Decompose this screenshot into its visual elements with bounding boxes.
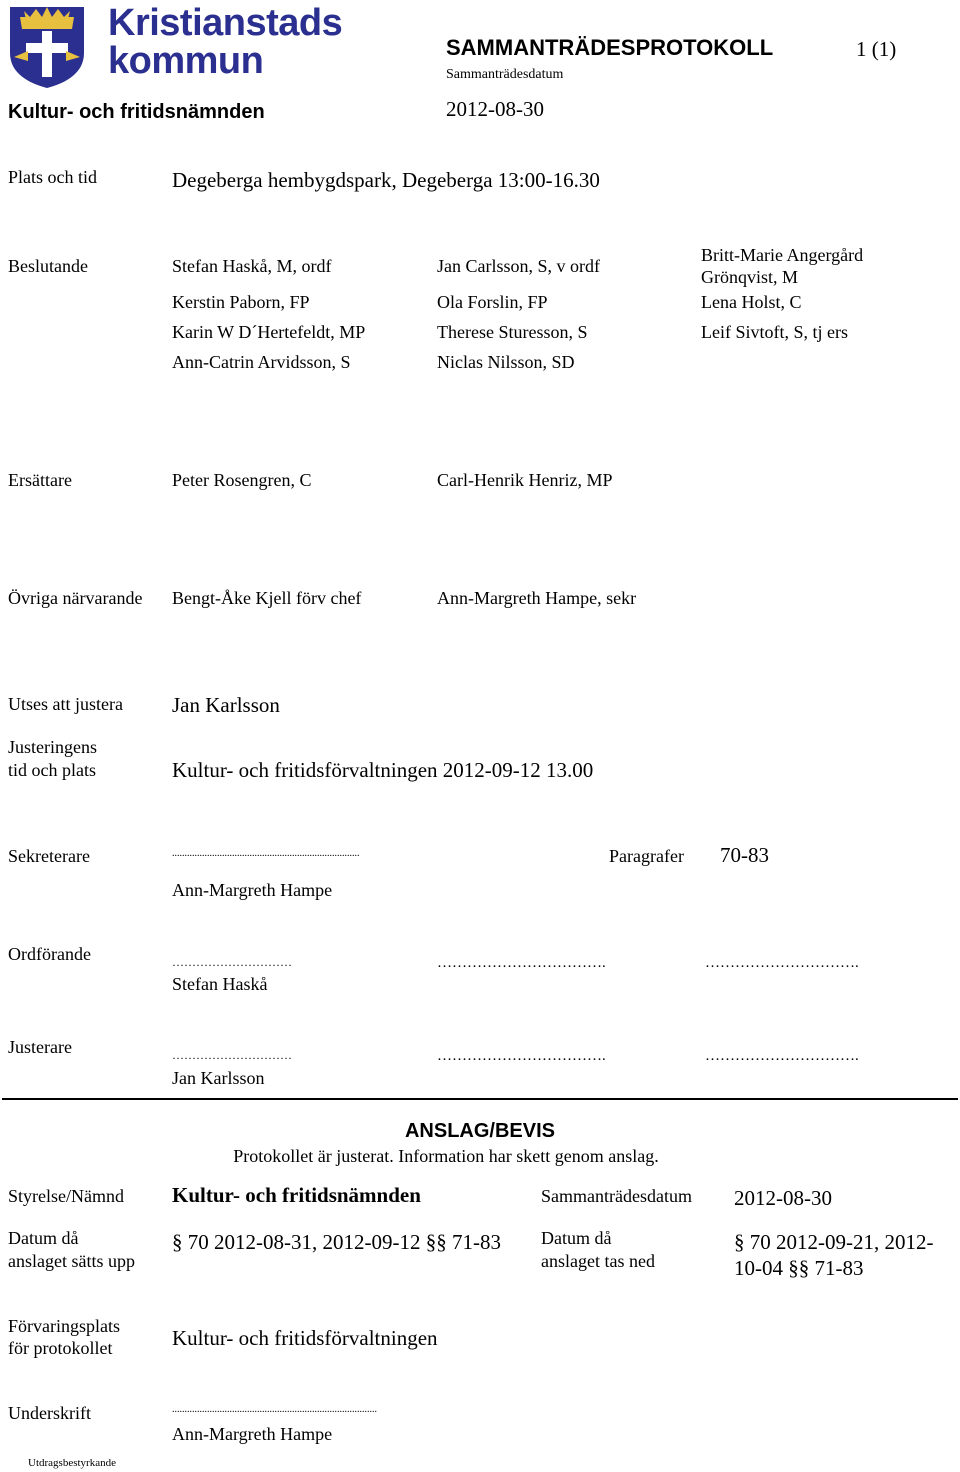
justerare-signature-line-3: …………………………. xyxy=(705,1048,859,1064)
forvaring-label-line1: Förvaringsplats xyxy=(8,1316,120,1336)
paragrafer-value: 70-83 xyxy=(720,843,769,867)
ersattare-member: Peter Rosengren, C xyxy=(172,470,312,490)
underskrift-label: Underskrift xyxy=(8,1403,91,1423)
logo-text-kommun: kommun xyxy=(108,40,264,82)
beslutande-member: Kerstin Paborn, FP xyxy=(172,292,310,312)
justering-label-line1: Justeringens xyxy=(8,737,97,757)
beslutande-member: Britt-Marie Angergård Grönqvist, M xyxy=(701,245,864,287)
underskrift-signature-line: .................................................................................. xyxy=(172,1404,377,1415)
justering-label-line2: tid och plats xyxy=(8,760,96,780)
beslutande-member: Stefan Haskå, M, ordf xyxy=(172,256,332,276)
ordforande-signature-line-3: …………………………. xyxy=(705,955,859,971)
styrelse-value: Kultur- och fritidsnämnden xyxy=(172,1183,421,1207)
plats-label: Plats och tid xyxy=(8,167,97,187)
justerare-signature-line-2: ……………………………. xyxy=(437,1048,606,1064)
ovriga-member: Bengt-Åke Kjell förv chef xyxy=(172,588,362,608)
upp-label-line1: Datum då xyxy=(8,1228,79,1248)
sekreterare-name: Ann-Margreth Hampe xyxy=(172,880,333,900)
justera-label: Utses att justera xyxy=(8,694,123,714)
beslutande-member: Therese Sturesson, S xyxy=(437,322,588,342)
sekreterare-signature-line: ........................................................................... xyxy=(172,848,360,859)
upp-value: § 70 2012-08-31, 2012-09-12 §§ 71-83 xyxy=(172,1230,501,1254)
header-date: 2012-08-30 xyxy=(446,97,544,121)
plats-value: Degeberga hembygdspark, Degeberga 13:00-16.30 xyxy=(172,168,600,192)
justering-value: Kultur- och fritidsförvaltningen 2012-09-12 13.00 xyxy=(172,758,594,782)
beslutande-member: Lena Holst, C xyxy=(701,292,802,312)
kommun-crest-icon xyxy=(6,3,88,89)
anslag-datum-label: Sammanträdesdatum xyxy=(541,1186,692,1206)
forvaring-value: Kultur- och fritidsförvaltningen xyxy=(172,1326,438,1350)
upp-label-line2: anslaget sätts upp xyxy=(8,1251,135,1271)
beslutande-member: Leif Sivtoft, S, tj ers xyxy=(701,322,848,342)
sekreterare-label: Sekreterare xyxy=(8,846,90,866)
beslutande-member: Ola Forslin, FP xyxy=(437,292,548,312)
beslutande-member: Niclas Nilsson, SD xyxy=(437,352,575,372)
ovriga-member: Ann-Margreth Hampe, sekr xyxy=(437,588,637,608)
board-name: Kultur- och fritidsnämnden xyxy=(8,101,265,123)
section-divider xyxy=(2,1098,958,1100)
ovriga-label: Övriga närvarande xyxy=(8,588,143,608)
ned-label-line1: Datum då xyxy=(541,1228,612,1248)
header-date-label: Sammanträdesdatum xyxy=(446,67,564,82)
underskrift-name: Ann-Margreth Hampe xyxy=(172,1424,333,1444)
beslutande-member: Ann-Catrin Arvidsson, S xyxy=(172,352,351,372)
ordforande-label: Ordförande xyxy=(8,944,91,964)
anslag-title: ANSLAG/BEVIS xyxy=(404,1120,556,1142)
beslutande-member: Karin W D´Hertefeldt, MP xyxy=(172,322,366,342)
styrelse-label: Styrelse/Nämnd xyxy=(8,1186,124,1206)
anslag-subtitle: Protokollet är justerat. Information har skett genom anslag. xyxy=(233,1146,659,1166)
forvaring-label-line2: för protokollet xyxy=(8,1338,113,1358)
ordforande-signature-line: ………………………… xyxy=(172,955,292,969)
doc-type-title: SAMMANTRÄDESPROTOKOLL xyxy=(446,35,774,60)
beslutande-member: Jan Carlsson, S, v ordf xyxy=(437,256,600,276)
ordforande-signature-line-2: ……………………………. xyxy=(437,955,606,971)
justerare-name: Jan Karlsson xyxy=(172,1068,265,1088)
beslutande-label: Beslutande xyxy=(8,256,88,276)
ned-label-line2: anslaget tas ned xyxy=(541,1251,655,1271)
logo-text-kristianstads: Kristianstads xyxy=(108,2,343,44)
justerare-label: Justerare xyxy=(8,1037,72,1057)
justerare-signature-line: ………………………… xyxy=(172,1048,292,1062)
ersattare-label: Ersättare xyxy=(8,470,72,490)
justera-value: Jan Karlsson xyxy=(172,693,280,717)
anslag-datum-value: 2012-08-30 xyxy=(734,1186,832,1210)
ned-value: § 70 2012-09-21, 2012-10-04 §§ 71-83 xyxy=(734,1230,934,1280)
footer-utdragsbestyrkande: Utdragsbestyrkande xyxy=(28,1457,116,1469)
paragrafer-label: Paragrafer xyxy=(609,846,684,866)
ersattare-member: Carl-Henrik Henriz, MP xyxy=(437,470,613,490)
page-number: 1 (1) xyxy=(856,37,897,61)
ordforande-name: Stefan Haskå xyxy=(172,974,268,994)
